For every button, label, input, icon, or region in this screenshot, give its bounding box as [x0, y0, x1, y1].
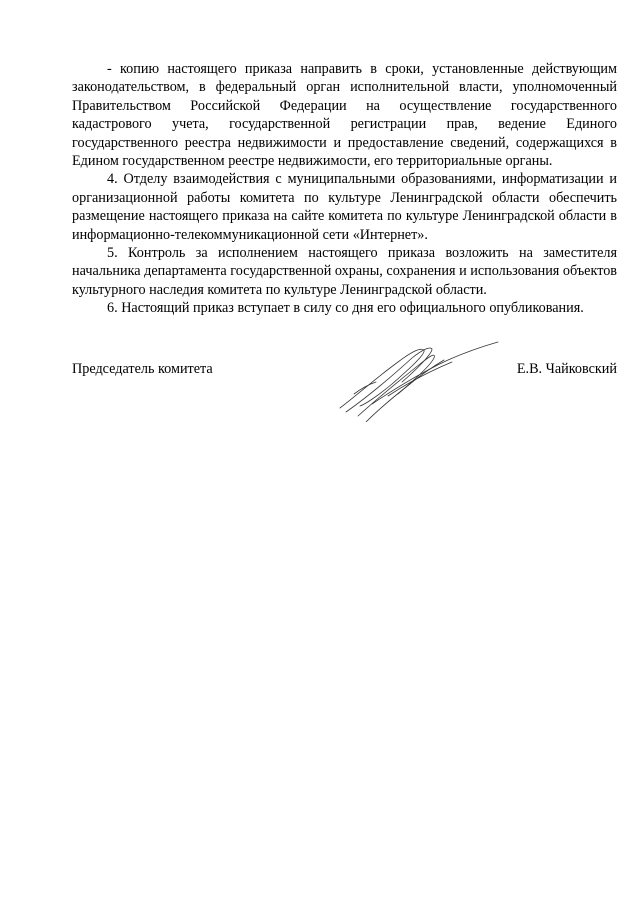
- handwritten-signature: [336, 338, 501, 422]
- paragraph-send-copy: - копию настоящего приказа направить в сроки, установленные действующим законодательством, в федеральный орган исполнительной власти, уполномоченный Правительством Российской Федерации на осуществление государственного кадастрового учета, государственной регистрации прав, ведение Единого государственного реестра недвижимости и предоставление сведений, содержащихся в Едином государственном реестре недвижимости, его территориальные органы.: [72, 61, 617, 170]
- signatory-name: Е.В. Чайковский: [516, 361, 617, 377]
- document-body: [72, 60, 617, 318]
- paragraph-item-5: 5. Контроль за исполнением настоящего приказа возложить на заместителя начальника департамента государственной охраны, сохранения и использования объектов культурного наследия комитета по культуре Ленинградской области.: [72, 245, 617, 298]
- paragraph-item-4: 4. Отделу взаимодействия с муниципальными образованиями, информатизации и организационной работы комитета по культуре Ленинградской области обеспечить размещение настоящего приказа на сайте комитета по культуре Ленинградской области в информационно-телекоммуникационной сети «Интернет».: [72, 171, 617, 243]
- signature-block: [72, 360, 617, 430]
- paragraph-item-6: 6. Настоящий приказ вступает в силу со дня его официального опубликования.: [107, 300, 584, 317]
- signatory-title: Председатель комитета: [72, 361, 213, 377]
